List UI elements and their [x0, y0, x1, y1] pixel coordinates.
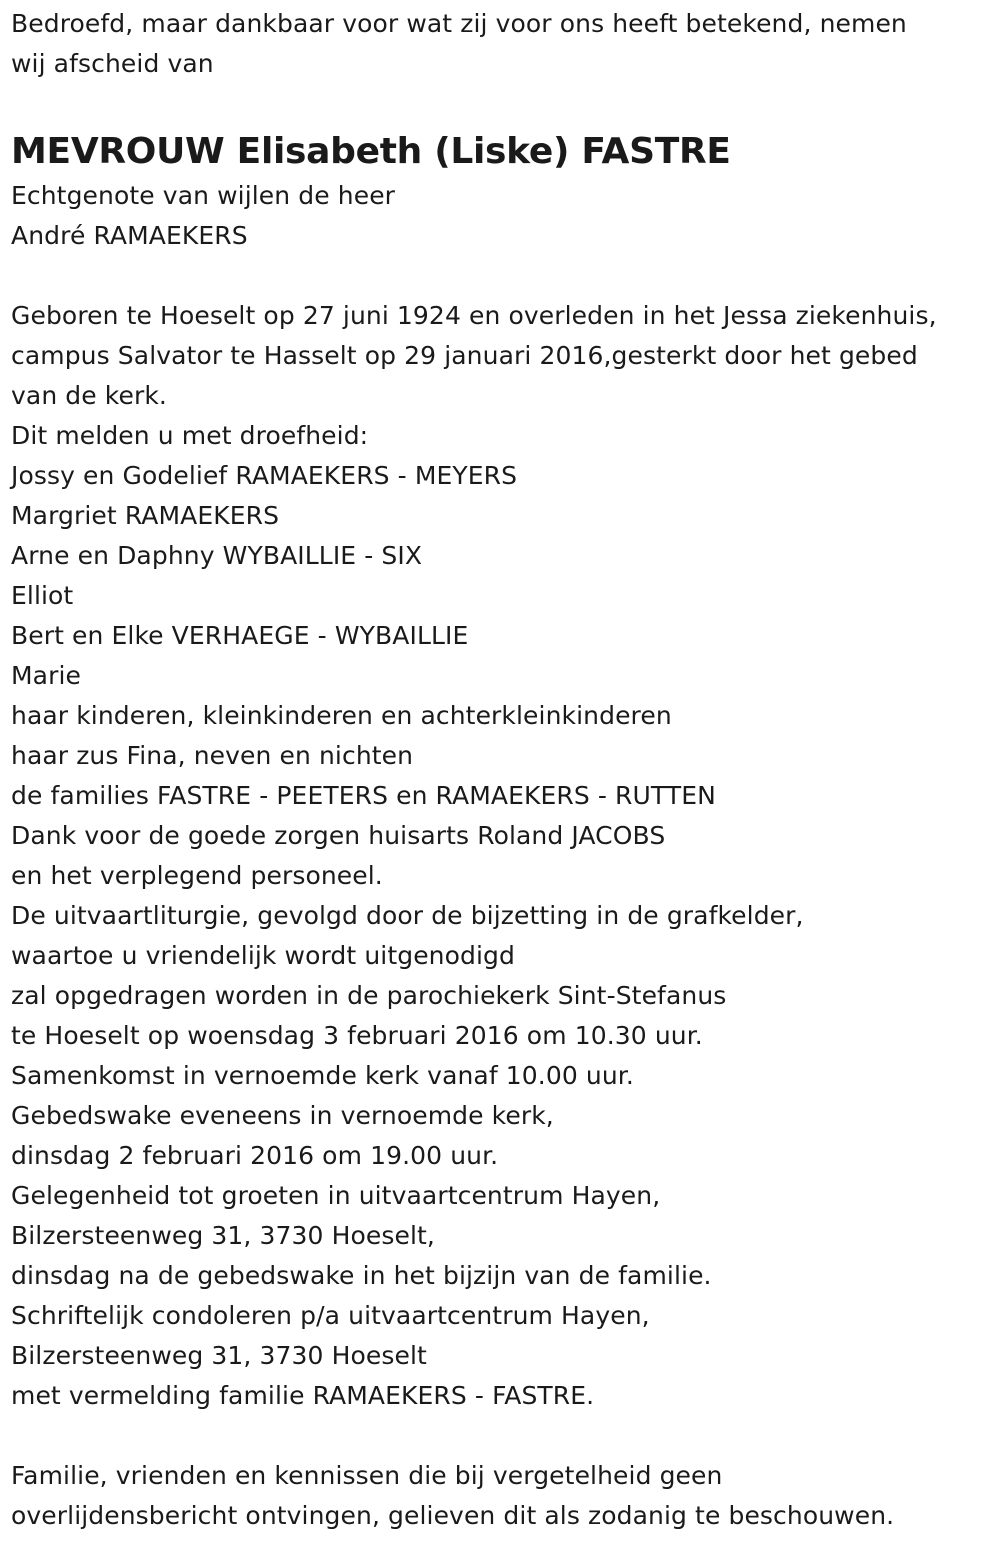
spouse-line: Echtgenote van wijlen de heer [11, 181, 396, 210]
closing-line: overlijdensbericht ontvingen, gelieven dit als zodanig te beschouwen. [11, 1501, 895, 1530]
body-line: Jossy en Godelief RAMAEKERS - MEYERS [11, 461, 518, 490]
body-line: dinsdag 2 februari 2016 om 19.00 uur. [11, 1141, 499, 1170]
body-line: Arne en Daphny WYBAILLIE - SIX [11, 541, 423, 570]
spouse-line: André RAMAEKERS [11, 221, 248, 250]
body-line: Bilzersteenweg 31, 3730 Hoeselt [11, 1341, 427, 1370]
body-line: te Hoeselt op woensdag 3 februari 2016 om 10.30 uur. [11, 1021, 703, 1050]
body-line: dinsdag na de gebedswake in het bijzijn van de familie. [11, 1261, 712, 1290]
body-line: waartoe u vriendelijk wordt uitgenodigd [11, 941, 515, 970]
intro-line: wij afscheid van [11, 49, 214, 78]
body-line: van de kerk. [11, 381, 167, 410]
body-line: haar zus Fina, neven en nichten [11, 741, 414, 770]
body-line: Bilzersteenweg 31, 3730 Hoeselt, [11, 1221, 435, 1250]
body-line: Bert en Elke VERHAEGE - WYBAILLIE [11, 621, 469, 650]
body-line: campus Salvator te Hasselt op 29 januari 2016,gesterkt door het gebed [11, 341, 918, 370]
body-line: Schriftelijk condoleren p/a uitvaartcentrum Hayen, [11, 1301, 650, 1330]
closing-line: Familie, vrienden en kennissen die bij vergetelheid geen [11, 1461, 723, 1490]
body-line: Gebedswake eveneens in vernoemde kerk, [11, 1101, 554, 1130]
deceased-name: MEVROUW Elisabeth (Liske) FASTRE [11, 131, 731, 172]
body-line: Geboren te Hoeselt op 27 juni 1924 en overleden in het Jessa ziekenhuis, [11, 301, 937, 330]
spacer [11, 1416, 986, 1456]
body-line: Dank voor de goede zorgen huisarts Roland JACOBS [11, 821, 666, 850]
body-line: de families FASTRE - PEETERS en RAMAEKERS - RUTTEN [11, 781, 716, 810]
body-line: De uitvaartliturgie, gevolgd door de bijzetting in de grafkelder, [11, 901, 804, 930]
body-line: haar kinderen, kleinkinderen en achterkleinkinderen [11, 701, 672, 730]
body-line: Margriet RAMAEKERS [11, 501, 280, 530]
body-line: zal opgedragen worden in de parochiekerk Sint-Stefanus [11, 981, 727, 1010]
body-line: Gelegenheid tot groeten in uitvaartcentrum Hayen, [11, 1181, 661, 1210]
body-line: met vermelding familie RAMAEKERS - FASTRE. [11, 1381, 595, 1410]
body-line: Dit melden u met droefheid: [11, 421, 369, 450]
body-line: en het verplegend personeel. [11, 861, 383, 890]
body-line: Elliot [11, 581, 74, 610]
spacer [11, 256, 986, 296]
death-notice [11, 4, 986, 1536]
intro-line: Bedroefd, maar dankbaar voor wat zij voor ons heeft betekend, nemen [11, 9, 907, 38]
body-line: Marie [11, 661, 81, 690]
body-line: Samenkomst in vernoemde kerk vanaf 10.00 uur. [11, 1061, 634, 1090]
